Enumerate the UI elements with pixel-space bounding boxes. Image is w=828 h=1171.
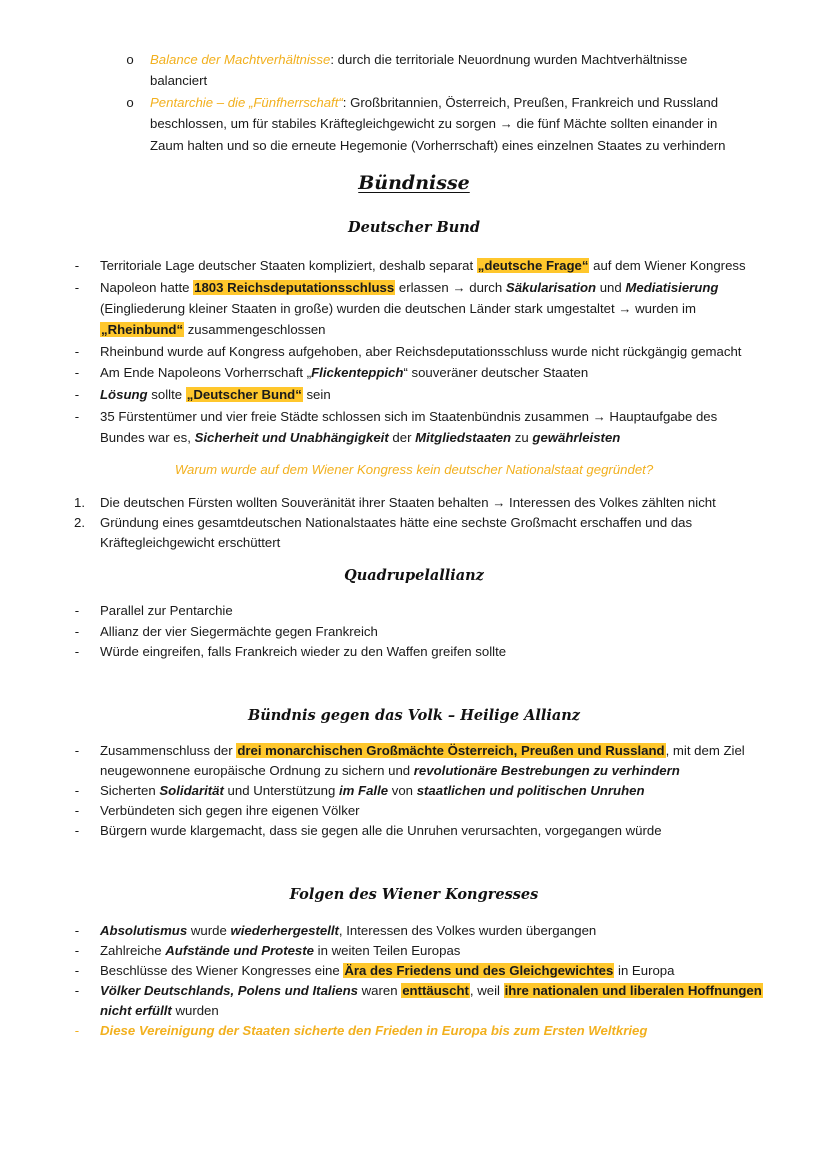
highlight: „deutsche Frage“ — [477, 258, 589, 273]
dash-bullet: - — [74, 823, 80, 838]
list-item-cont: Bundes war es, Sicherheit und Unabhängigkeit der Mitgliedstaaten zu gewährleisten — [100, 430, 621, 445]
dash-bullet: - — [74, 943, 80, 958]
dash-bullet: - — [74, 963, 80, 978]
list-item-conclusion: Diese Vereinigung der Staaten sicherte den Frieden in Europa bis zum Ersten Weltkrieg — [100, 1023, 648, 1038]
list-item: Lösung sollte „Deutscher Bund“ sein — [100, 387, 331, 402]
list-number: 1. — [74, 495, 85, 510]
dash-bullet: - — [74, 624, 80, 639]
list-item-cont: (Eingliederung kleiner Staaten in große) wurden die deutschen Länder stark umgestaltet → wurden im — [100, 301, 696, 316]
dash-bullet: - — [74, 409, 80, 424]
list-item: Völker Deutschlands, Polens und Italiens waren enttäuscht, weil ihre nationalen und liberalen Hoffnungen — [100, 983, 762, 998]
list-item: Am Ende Napoleons Vorherrschaft „Flickenteppich“ souveräner deutscher Staaten — [100, 365, 589, 380]
circle-bullet: o — [126, 52, 134, 67]
list-item-cont: nicht erfüllt wurden — [100, 1003, 219, 1018]
term-balance: Balance der Machtverhältnisse — [150, 52, 331, 67]
list-item-cont: neugewonnene europäische Ordnung zu sichern und revolutionäre Bestrebungen zu verhindern — [100, 763, 680, 778]
dash-bullet: - — [74, 280, 80, 295]
dash-bullet: - — [74, 387, 80, 402]
list-item: Sicherten Solidarität und Unterstützung im Falle von staatlichen und politischen Unruhen — [100, 783, 645, 798]
dash-bullet: - — [74, 365, 80, 380]
dash-bullet: - — [74, 923, 80, 938]
highlight: 1803 Reichsdeputationsschluss — [194, 280, 395, 295]
intro-item-pentarchie: Pentarchie – die „Fünfherrschaft“: Großbritannien, Österreich, Preußen, Frankreich und Russland — [150, 95, 719, 110]
list-item: Territoriale Lage deutscher Staaten kompliziert, deshalb separat „deutsche Frage“ auf dem Wiener Kongress — [100, 258, 746, 273]
intro-item-pentarchie-cont2: Zaum halten und so die erneute Hegemonie (Vorherrschaft) eines einzelnen Staates zu verhindern — [150, 138, 726, 153]
list-item: 35 Fürstentümer und vier freie Städte schlossen sich im Staatenbündnis zusammen → Hauptaufgabe des — [100, 409, 718, 424]
section-heading-deutscher-bund: Deutscher Bund — [348, 219, 480, 236]
list-item: Zahlreiche Aufstände und Proteste in weiten Teilen Europas — [100, 943, 461, 958]
dash-bullet: - — [74, 258, 80, 273]
dash-bullet: - — [74, 603, 80, 618]
dash-bullet: - — [74, 783, 80, 798]
highlight: „Rheinbund“ — [101, 322, 184, 337]
dash-bullet: - — [74, 983, 80, 998]
highlight: Ära des Friedens und des Gleichgewichtes — [344, 963, 614, 978]
section-heading-heilige-allianz: Bündnis gegen das Volk – Heilige Allianz — [247, 707, 581, 724]
intro-item-pentarchie-cont1: beschlossen, um für stabiles Kräftegleichgewicht zu sorgen → die fünf Mächte sollten einander in — [150, 116, 718, 131]
highlight: enttäuscht — [402, 983, 469, 998]
list-item: Absolutismus wurde wiederhergestellt, Interessen des Volkes wurden übergangen — [100, 923, 597, 938]
answer-item: Gründung eines gesamtdeutschen Nationalstaates hätte eine sechste Großmacht erschaffen und das — [100, 515, 693, 530]
dash-bullet: - — [74, 644, 80, 659]
intro-item-balance: Balance der Machtverhältnisse: durch die territoriale Neuordnung wurden Machtverhältnisse — [150, 52, 688, 67]
term-pentarchie: Pentarchie – die „Fünfherrschaft“ — [150, 95, 343, 110]
intro-item-balance-cont: balanciert — [150, 73, 208, 88]
list-item: Napoleon hatte 1803 Reichsdeputationsschluss erlassen → durch Säkularisation und Mediatisierung — [100, 280, 719, 295]
answer-item: Die deutschen Fürsten wollten Souveränität ihrer Staaten behalten → Interessen des Volkes zählten nicht — [100, 495, 716, 510]
circle-bullet: o — [126, 95, 134, 110]
list-item: Würde eingreifen, falls Frankreich wieder zu den Waffen greifen sollte — [100, 644, 507, 659]
highlight: drei monarchischen Großmächte Österreich, Preußen und Russland — [237, 743, 665, 758]
question-text: Warum wurde auf dem Wiener Kongress kein deutscher Nationalstaat gegründet? — [174, 462, 654, 477]
dash-bullet: - — [74, 1023, 80, 1038]
list-item: Beschlüsse des Wiener Kongresses eine Ära des Friedens und des Gleichgewichtes in Europa — [100, 963, 675, 978]
dash-bullet: - — [74, 743, 80, 758]
list-item: Rheinbund wurde auf Kongress aufgehoben, aber Reichsdeputationsschluss wurde nicht rückgängig gemacht — [100, 344, 742, 359]
dash-bullet: - — [74, 344, 80, 359]
answer-item-cont: Kräftegleichgewicht erschüttert — [100, 535, 281, 550]
list-item: Verbündeten sich gegen ihre eigenen Völker — [100, 803, 360, 818]
list-item-cont: „Rheinbund“ zusammengeschlossen — [101, 322, 326, 337]
list-number: 2. — [74, 515, 85, 530]
dash-bullet: - — [74, 803, 80, 818]
highlight: ihre nationalen und liberalen Hoffnungen — [504, 983, 762, 998]
list-item: Allianz der vier Siegermächte gegen Frankreich — [100, 624, 378, 639]
list-item: Zusammenschluss der drei monarchischen Großmächte Österreich, Preußen und Russland, mit dem Ziel — [100, 743, 745, 758]
highlight: „Deutscher Bund“ — [186, 387, 302, 402]
section-heading-folgen: Folgen des Wiener Kongresses — [289, 886, 539, 903]
list-item: Bürgern wurde klargemacht, dass sie gegen alle die Unruhen verursachten, vorgegangen würde — [100, 823, 662, 838]
section-heading-quadrupelallianz: Quadrupelallianz — [344, 567, 484, 584]
page-title: Bündnisse — [358, 172, 470, 194]
list-item: Parallel zur Pentarchie — [100, 603, 233, 618]
